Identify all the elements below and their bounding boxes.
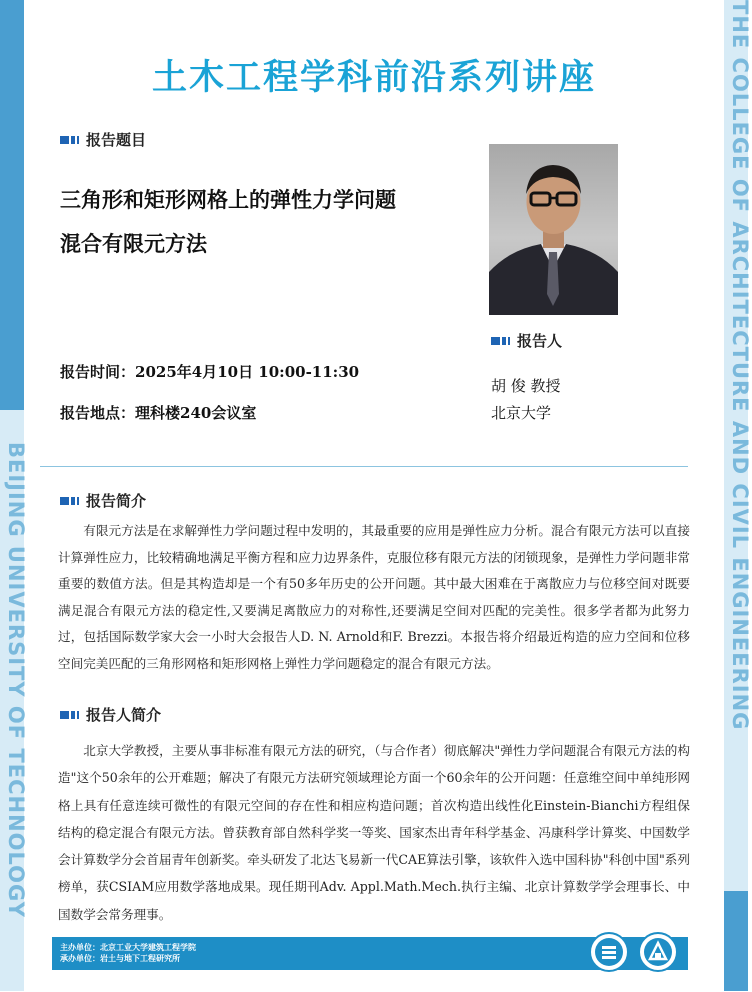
abstract-paragraph: 有限元方法是在求解弹性力学问题过程中发明的，其最重要的应用是弹性应力分析。混合有限元方法可以直接计算弹性应力，比较精确地满足平衡方程和应力边界条件，克服位移有限元方法的闭锁现象，是弹性力学问题非常重要的数值方法。但是其构造却是一个有50多年历史的公开问题。其中最大困难在于离散应力与位移空间对既要满足混合有限元方法的稳定性,又要满足离散应力的对称性,还要满足空间对匹配的完美性。很多学者都为此努力过，包括国际数学家大会一小时大会报告人D. N. Arnold和F. Brezzi。本报告将介绍最近构造的应力空间和位移空间完美匹配的三角形网格和矩形网格上弹性力学问题稳定的混合有限元方法。 (58, 523, 690, 671)
section-header-topic: 报告题目 (60, 129, 146, 150)
footer-host: 主办单位：北京工业大学建筑工程学院 (60, 943, 196, 952)
left-side-text: BEIJING UNIVERSITY OF TECHNOLOGY (4, 442, 28, 918)
section-header-speaker: 报告人 (491, 330, 562, 351)
section-header-bio: 报告人简介 (60, 704, 161, 725)
topic-title (60, 178, 480, 266)
talk-place (60, 402, 256, 423)
footer-bar (52, 937, 688, 970)
college-logo-icon (638, 932, 678, 972)
section-divider (40, 466, 688, 467)
right-side-text: THE COLLEGE OF ARCHITECTURE AND CIVIL ENGINEERING (728, 0, 752, 731)
section-header-abstract: 报告简介 (60, 490, 146, 511)
bio-paragraph: 北京大学教授，主要从事非标准有限元方法的研究，（与合作者）彻底解决"弹性力学问题混合有限元方法的构造"这个50余年的公开难题；解决了有限元方法研究领域理论方面一个60余年的公开问题：任意维空间中单纯形网格上具有任意连续可微性的有限元空间的存在性和相应构造问题；首次构造出线性化Einstein-Bianchi方程组保结构的稳定混合有限元方法。曾获教育部自然科学奖一等奖、国家杰出青年科学基金、冯康科学计算奖、中国数学会计算数学分会首届青年创新奖。牵头研发了北达飞易新一代CAE算法引擎，该软件入选中国科协"科创中国"系列榜单，获CSIAM应用数学落地成果。现任期刊Adv. Appl.Math.Mech.执行主编、北京计算数学学会理事长、中国数学会常务理事。 (58, 743, 690, 922)
talk-place-value: 理科楼240会议室 (135, 404, 257, 422)
page-title: 土木工程学科前沿系列讲座 (151, 58, 596, 98)
section-bullet-icon (60, 497, 79, 505)
speaker-name: 胡 俊 教授 (491, 377, 561, 395)
section-bullet-icon (60, 711, 79, 719)
section-bullet-icon (60, 136, 79, 144)
section-bullet-icon (491, 337, 510, 345)
talk-time-value: 2025年4月10日 10:00-11:30 (135, 363, 360, 381)
topic-line-1: 三角形和矩形网格上的弹性力学问题 (60, 188, 396, 212)
footer-text (60, 942, 196, 964)
talk-time (60, 361, 359, 382)
university-logo-icon (589, 932, 629, 972)
speaker-affiliation: 北京大学 (491, 404, 552, 422)
footer-organizer: 承办单位：岩土与地下工程研究所 (60, 954, 180, 963)
topic-line-2: 混合有限元方法 (60, 232, 207, 256)
talk-time-label: 报告时间： (60, 363, 136, 381)
talk-place-label: 报告地点： (60, 404, 136, 422)
speaker-photo (489, 144, 618, 315)
